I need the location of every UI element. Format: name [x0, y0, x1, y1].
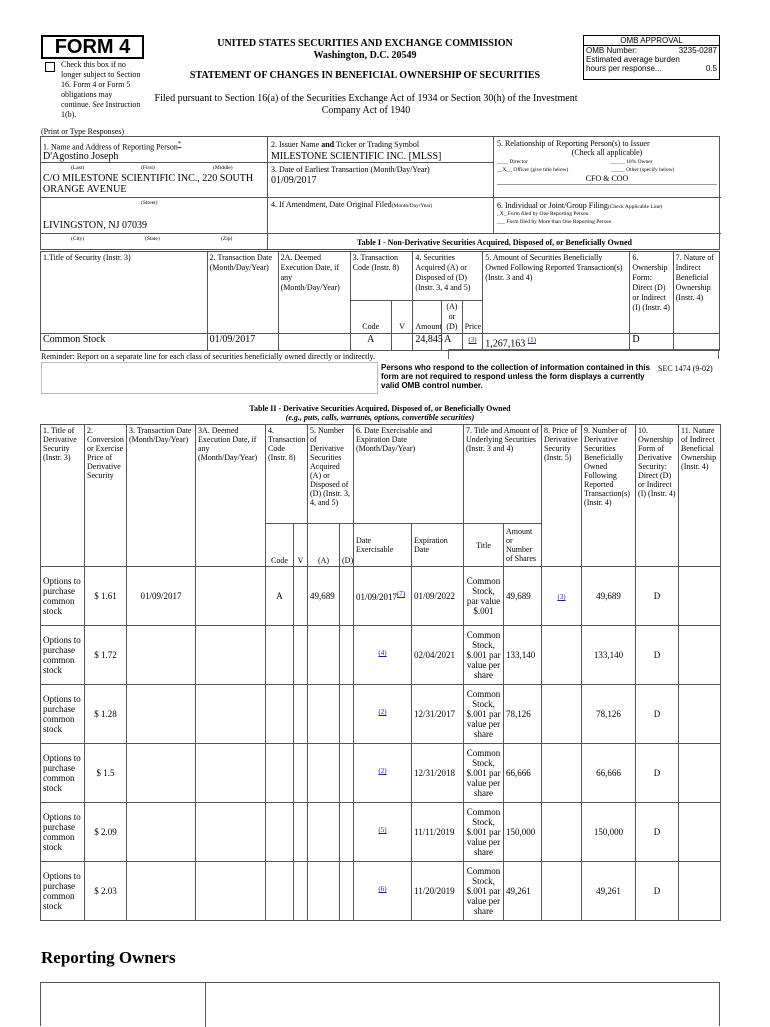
t1-sub-price: Price [462, 301, 483, 334]
reminder-text: Reminder: Report on a separate line for each class of securities beneficially owned directly or indirectly. [41, 352, 376, 361]
t1-sub-code: Code [350, 301, 391, 334]
t2-row-title: Options to purchase common stock [41, 744, 85, 803]
t1-row-amount: 24,845 [413, 334, 442, 351]
agency-name: UNITED STATES SECURITIES AND EXCHANGE COMMISSION [217, 38, 513, 49]
t2-row-title: Options to purchase common stock [41, 862, 85, 921]
t2-row-form: D [636, 744, 679, 803]
t2-row-under-title: Common Stock, $.001 par value per share [464, 744, 504, 803]
t2-row-a [308, 744, 340, 803]
reminder-rule [448, 349, 719, 359]
t1-row-title: Common Stock [41, 334, 208, 351]
t2-row-under-amount: 49,689 [504, 567, 542, 626]
omb-burden-label: Estimated average burden [586, 55, 680, 64]
issuer-name: MILESTONE SCIENTIFIC INC. [MLSS] [271, 151, 442, 162]
t1-row-owned-fn[interactable]: (1) [527, 336, 536, 344]
t2-row-owned: 78,126 [582, 685, 636, 744]
t1-sub-aord: (A) or (D) [442, 301, 463, 334]
t2-row-nature [679, 862, 721, 921]
t2-sub-amount: Amount or Number of Shares [504, 524, 542, 567]
t2-row-exercisable [354, 744, 412, 803]
box6-label-text: 6. Individual or Joint/Group Filing [497, 201, 608, 210]
t2-row-deemed [196, 626, 266, 685]
table-row [41, 744, 721, 803]
checkbox-text [61, 60, 143, 120]
table2-subtitle: (e.g., puts, calls, warrants, options, convertible securities) [285, 413, 475, 422]
t1-row-form: D [630, 334, 673, 351]
box4-label-small: (Month/Day/Year) [391, 203, 433, 209]
table-row [41, 567, 721, 626]
box6-label-small: (Check Applicable Line) [607, 204, 663, 210]
t1-h4: 4. Securities Acquired (A) or Disposed of (D) (Instr. 3, 4 and 5) [413, 252, 483, 301]
t2-row-v [294, 626, 308, 685]
t2-row-price: $ 1.5 [85, 744, 127, 803]
t2-row-under-amount: 49,261 [504, 862, 542, 921]
t1-h3: 3. Transaction Code (Instr. 8) [350, 252, 413, 301]
t2-row-code [266, 862, 294, 921]
t2-h6: 6. Date Exercisable and Expiration Date (Month/Day/Year) [354, 425, 464, 524]
t2-row-deriv-price [542, 744, 582, 803]
t2-row-d [340, 803, 354, 862]
t2-row-under-title: Common Stock, $.001 par value per share [464, 626, 504, 685]
t2-row-expiration: 02/04/2021 [412, 626, 464, 685]
t2-row-title: Options to purchase common stock [41, 803, 85, 862]
director-option: ____ Director [497, 159, 528, 165]
t2-row-under-amount: 78,126 [504, 685, 542, 744]
t1-h5: 5. Amount of Securities Beneficially Owned Following Reported Transaction(s) (Instr. 3 and 4) [483, 252, 630, 334]
t2-row-exercisable [354, 567, 412, 626]
t2-sub-expiration: Expiration Date [412, 524, 464, 567]
t2-row-form: D [636, 567, 679, 626]
t2-row-title: Options to purchase common stock [41, 626, 85, 685]
t2-row-d [340, 626, 354, 685]
top-boxes [40, 136, 720, 250]
owner10-option: _____ 10% Owner [611, 159, 653, 165]
omb-number-value: 3235-0287 [678, 46, 717, 55]
box2-label-post: Ticker or Trading Symbol [335, 140, 420, 149]
reporting-owners-table-top [40, 982, 720, 1026]
t2-row-deemed [196, 567, 266, 626]
t2-row-form: D [636, 685, 679, 744]
t2-row-v [294, 567, 308, 626]
t2-h3a: 3A. Deemed Execution Date, if any (Month/Day/Year) [196, 425, 266, 567]
checkbox-see: See [92, 100, 104, 109]
form-title: FORM 4 [54, 36, 131, 58]
box5-sub: (Check all applicable) [571, 148, 643, 157]
t2-row-exercisable-date: 01/09/2017 [356, 592, 398, 602]
t2-row-deriv-price-fn[interactable]: (3) [557, 593, 566, 601]
t2-row-price: $ 2.03 [85, 862, 127, 921]
t2-row-deriv-price [542, 803, 582, 862]
reporting-person-name: D'Agostino Joseph [43, 151, 119, 162]
filing-option-more: ___ Form filed by More than One Reporting Person [497, 219, 612, 225]
sec-code: SEC 1474 (9-02) [658, 364, 713, 373]
t2-h9: 9. Number of Derivative Securities Beneficially Owned Following Reported Transaction(s) (Instr. 4) [582, 425, 636, 567]
reporting-city: LIVINGSTON, NJ 07039 [43, 220, 147, 231]
t2-h4: 4. Transaction Code (Instr. 8) [266, 425, 308, 524]
t2-row-nature [679, 803, 721, 862]
t2-h7: 7. Title and Amount of Underlying Securities (Instr. 3 and 4) [464, 425, 542, 524]
box4-label [271, 200, 432, 209]
t2-row-owned: 133,140 [582, 626, 636, 685]
t2-row-exercisable [354, 862, 412, 921]
print-type-note: (Print or Type Responses) [41, 127, 125, 136]
t1-row-code: A [350, 334, 391, 351]
reporting-address: C/O MILESTONE SCIENTIFIC INC., 220 SOUTH ORANGE AVENUE [43, 173, 254, 195]
t2-row-deriv-price [542, 626, 582, 685]
form-title-box [41, 35, 144, 59]
t2-h1: 1. Title of Derivative Security (Instr. 3) [41, 425, 85, 567]
t1-row-date: 01/09/2017 [207, 334, 278, 351]
t2-row-under-title: Common Stock, par value $.001 [464, 567, 504, 626]
t1-row-owned: 1,267,163 [485, 338, 526, 350]
filed-pursuant: Filed pursuant to Section 16(a) of the Securities Exchange Act of 1934 or Section 30(h) of the Investment Company Act of 1940 [154, 93, 578, 116]
t2-row-nature [679, 744, 721, 803]
t1-row-price-fn[interactable]: (3) [468, 336, 477, 344]
t2-row-a [308, 685, 340, 744]
first-caption: (First) [141, 165, 155, 171]
omb-number-row [586, 46, 717, 55]
t2-row-title: Options to purchase common stock [41, 567, 85, 626]
checkbox-instr: Instruction 1(b). [61, 100, 141, 119]
no-longer-subject-checkbox[interactable] [45, 62, 55, 72]
t1-h7: 7. Nature of Indirect Beneficial Ownership (Instr. 4) [673, 252, 719, 334]
t2-row-under-amount: 66,666 [504, 744, 542, 803]
t2-sub-d: (D) [340, 524, 354, 567]
omb-hours-label: hours per response... [586, 64, 662, 73]
table-row [41, 803, 721, 862]
table2-title: Table II - Derivative Securities Acquired, Disposed of, or Beneficially Owned [249, 404, 511, 413]
t2-row-expiration: 11/11/2019 [412, 803, 464, 862]
t2-row-code: A [266, 567, 294, 626]
street-caption: (Street) [141, 200, 158, 206]
t2-sub-exercisable: Date Exercisable [354, 524, 412, 567]
t2-row-under-amount: 133,140 [504, 626, 542, 685]
t2-h11: 11. Nature of Indirect Beneficial Ownership (Instr. 4) [679, 425, 721, 567]
last-caption: (Last) [71, 165, 85, 171]
box1-label-text: 1. Name and Address of Reporting Person [43, 142, 178, 152]
officer-option: __X__ Officer (give title below) [497, 167, 569, 173]
t2-row-exercisable-fn[interactable]: (2) [378, 767, 387, 775]
t2-h3: 3. Transaction Date (Month/Day/Year) [127, 425, 196, 567]
t2-row-v [294, 685, 308, 744]
table-row [41, 685, 721, 744]
t2-h10: 10. Ownership Form of Derivative Security: Direct (D) or Indirect (I) (Instr. 4) [636, 425, 679, 567]
t2-row-owned: 49,261 [582, 862, 636, 921]
t2-row-deemed [196, 685, 266, 744]
t2-row-nature [679, 626, 721, 685]
checkbox-text-main: Check this box if no longer subject to Section 16. Form 4 or Form 5 obligations may continue. [61, 60, 141, 109]
zip-caption: (Zip) [221, 236, 233, 242]
t2-row-date [127, 803, 196, 862]
t2-row-under-title: Common Stock, $.001 par value per share [464, 862, 504, 921]
t2-row-date: 01/09/2017 [127, 567, 196, 626]
t2-row-deemed [196, 862, 266, 921]
t2-row-price: $ 1.28 [85, 685, 127, 744]
t2-row-a [308, 862, 340, 921]
t2-row-exercisable-fn[interactable]: (6) [378, 885, 387, 893]
t2-row-expiration: 11/20/2019 [412, 862, 464, 921]
t2-h2: 2. Conversion or Exercise Price of Derivative Security [85, 425, 127, 567]
t2-row-owned: 49,689 [582, 567, 636, 626]
agency-location: Washington, D.C. 20549 [313, 50, 417, 61]
t1-row-deemed [278, 334, 350, 351]
t2-sub-title: Title [464, 524, 504, 567]
t2-row-d [340, 567, 354, 626]
t2-row-price: $ 1.61 [85, 567, 127, 626]
t2-sub-a: (A) [308, 524, 340, 567]
t2-row-exercisable-fn[interactable]: (7) [397, 590, 406, 598]
city-caption: (City) [71, 236, 85, 242]
box1-label-fn[interactable]: * [177, 140, 182, 148]
t2-row-exercisable [354, 685, 412, 744]
box3-label: 3. Date of Earliest Transaction (Month/Day/Year) [271, 165, 430, 174]
t2-row-a [308, 626, 340, 685]
t2-h5: 5. Number of Derivative Securities Acquired (A) or Disposed of (D) (Instr. 3, 4, and 5) [308, 425, 354, 524]
t2-row-date [127, 626, 196, 685]
t2-row-d [340, 744, 354, 803]
t2-row-nature [679, 567, 721, 626]
box6-label [497, 201, 662, 210]
box2-label-pre: 2. Issuer Name [271, 140, 320, 149]
table1 [40, 251, 720, 351]
omb-approval-box [583, 35, 720, 80]
t2-row-title: Options to purchase common stock [41, 685, 85, 744]
t2-row-exercisable-fn[interactable]: (4) [378, 649, 387, 657]
t2-row-owned: 150,000 [582, 803, 636, 862]
t2-row-expiration: 01/09/2022 [412, 567, 464, 626]
t2-row-exercisable [354, 626, 412, 685]
t2-row-date [127, 744, 196, 803]
t2-row-d [340, 685, 354, 744]
t2-row-v [294, 744, 308, 803]
t2-row-date [127, 862, 196, 921]
filing-option-one: _X_ Form filed by One Reporting Person [497, 211, 589, 217]
omb-hours-row [586, 64, 717, 73]
t2-row-exercisable-fn[interactable]: (5) [378, 826, 387, 834]
t2-row-deriv-price [542, 862, 582, 921]
table-row [41, 862, 721, 921]
t2-row-expiration: 12/31/2018 [412, 744, 464, 803]
t2-row-nature [679, 685, 721, 744]
box2-label [271, 140, 419, 149]
box5-label: 5. Relationship of Reporting Person(s) to Issuer [497, 139, 650, 148]
box2-label-and: and [321, 140, 335, 149]
t2-row-deriv-price [542, 567, 582, 626]
omb-title: OMB APPROVAL [584, 36, 719, 46]
t2-row-deemed [196, 803, 266, 862]
t2-row-under-title: Common Stock, $.001 par value per share [464, 803, 504, 862]
omb-number-label: OMB Number: [586, 46, 638, 55]
t2-row-form: D [636, 862, 679, 921]
t1-sub-amount: Amount [413, 301, 442, 334]
t2-row-price: $ 1.72 [85, 626, 127, 685]
t1-row-v [391, 334, 413, 351]
table1-title: Table I - Non-Derivative Securities Acquired, Disposed of, or Beneficially Owned [357, 238, 632, 247]
t1-row-aord: A [442, 334, 463, 351]
t2-row-expiration: 12/31/2017 [412, 685, 464, 744]
table2 [40, 424, 721, 921]
t2-row-date [127, 685, 196, 744]
t2-row-owned: 66,666 [582, 744, 636, 803]
middle-caption: (Middle) [213, 165, 233, 171]
t2-sub-code: Code [266, 524, 294, 567]
t2-row-d [340, 862, 354, 921]
t1-sub-v: V [391, 301, 413, 334]
t2-row-v [294, 803, 308, 862]
t2-row-code [266, 803, 294, 862]
t1-h2: 2. Transaction Date (Month/Day/Year) [207, 252, 278, 334]
t1-h1: 1.Title of Security (Instr. 3) [41, 252, 208, 334]
t1-h2a: 2A. Deemed Execution Date, if any (Month/Day/Year) [278, 252, 350, 334]
t2-row-code [266, 626, 294, 685]
t2-row-exercisable [354, 803, 412, 862]
t2-row-deriv-price [542, 685, 582, 744]
t2-row-form: D [636, 626, 679, 685]
persons-notice-blank [41, 362, 378, 394]
persons-notice: Persons who respond to the collection of information contained in this form are not required to respond unless the form displays a currently valid OMB control number. [381, 363, 650, 390]
state-caption: (State) [145, 236, 160, 242]
t2-h8: 8. Price of Derivative Security (Instr. 5) [542, 425, 582, 567]
reporting-owners-heading: Reporting Owners [41, 948, 176, 967]
t2-row-deemed [196, 744, 266, 803]
omb-hours-value: 0.5 [705, 64, 717, 73]
statement-title: STATEMENT OF CHANGES IN BENEFICIAL OWNERSHIP OF SECURITIES [189, 70, 541, 81]
box1-label [43, 140, 181, 152]
t2-row-price: $ 2.09 [85, 803, 127, 862]
t2-row-exercisable-fn[interactable]: (2) [378, 708, 387, 716]
t2-row-code [266, 744, 294, 803]
table-row [41, 626, 721, 685]
t2-row-under-amount: 150,000 [504, 803, 542, 862]
t2-row-a: 49,689 [308, 567, 340, 626]
t1-h6: 6. Ownership Form: Direct (D) or Indirect (I) (Instr. 4) [630, 252, 673, 334]
t2-row-v [294, 862, 308, 921]
t2-row-a [308, 803, 340, 862]
box4-label-text: 4. If Amendment, Date Original Filed [271, 200, 392, 209]
officer-title: CFO & COO [585, 174, 629, 183]
t2-row-form: D [636, 803, 679, 862]
earliest-transaction-date: 01/09/2017 [271, 175, 317, 186]
t2-row-code [266, 685, 294, 744]
t2-row-under-title: Common Stock, $.001 par value per share [464, 685, 504, 744]
other-option: _____ Other (specify below) [611, 167, 675, 173]
t2-sub-v: V [294, 524, 308, 567]
